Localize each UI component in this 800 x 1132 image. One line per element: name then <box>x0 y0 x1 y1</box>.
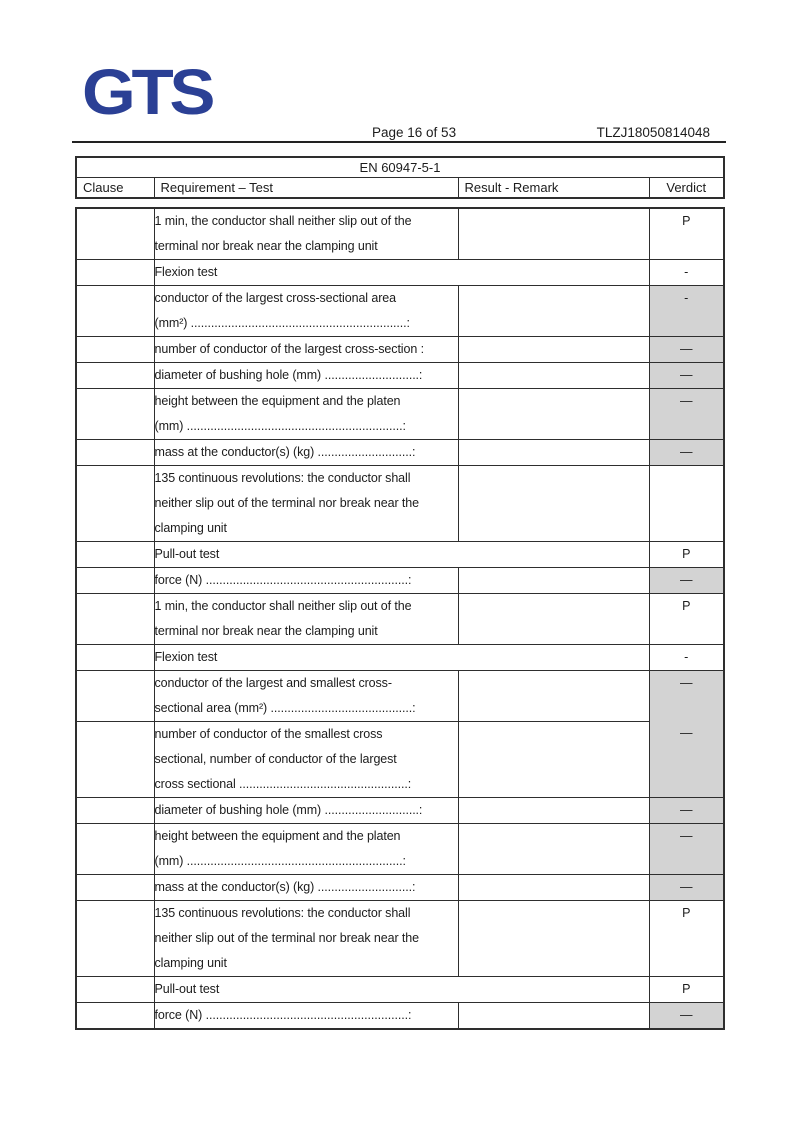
requirement-line: 1 min, the conductor shall neither slip out of the <box>154 599 412 613</box>
verdict-cell <box>649 542 724 568</box>
requirement-line: number of conductor of the smallest cross <box>154 727 383 741</box>
verdict-value: — <box>680 573 693 587</box>
requirements-table <box>75 207 725 1030</box>
requirement-line: height between the equipment and the platen <box>154 829 401 843</box>
requirement-cell <box>154 901 458 977</box>
requirement-cell <box>154 671 458 722</box>
verdict-line: — <box>680 676 693 690</box>
table-row <box>76 594 724 645</box>
result-cell <box>458 286 649 337</box>
requirement-line: sectional area (mm²) ..........................................: <box>154 701 416 715</box>
header-divider-line <box>72 141 726 143</box>
table-row <box>76 208 724 260</box>
requirement-cell <box>154 875 458 901</box>
result-cell <box>458 875 649 901</box>
table-row <box>76 542 724 568</box>
column-header-row <box>76 178 724 199</box>
requirement-line: diameter of bushing hole (mm) ............................: <box>154 368 423 382</box>
column-header-verdict: Verdict <box>649 178 724 199</box>
requirement-line: Pull-out test <box>154 547 220 561</box>
verdict-value: — <box>680 803 693 817</box>
requirement-cell <box>154 260 649 286</box>
requirement-line: height between the equipment and the platen <box>154 394 401 408</box>
clause-cell <box>76 645 154 671</box>
verdict-cell <box>649 337 724 363</box>
requirement-line: 135 continuous revolutions: the conductor shall <box>154 906 411 920</box>
requirement-line: conductor of the largest cross-sectional area <box>154 291 396 305</box>
standard-row <box>76 157 724 178</box>
standard-header-table <box>75 156 725 199</box>
table-row <box>76 440 724 466</box>
verdict-value: P <box>682 599 691 613</box>
verdict-value: — <box>680 368 693 382</box>
verdict-cell <box>649 440 724 466</box>
verdict-value: — <box>680 445 693 459</box>
verdict-value: — <box>680 1008 693 1022</box>
requirements-table-body <box>76 208 724 1029</box>
table-row <box>76 1003 724 1030</box>
result-cell <box>458 363 649 389</box>
verdict-line <box>650 696 724 721</box>
table-row <box>76 389 724 440</box>
requirement-line: cross sectional ..................................................: <box>154 777 412 791</box>
requirement-cell <box>154 363 458 389</box>
requirement-cell <box>154 208 458 260</box>
clause-cell <box>76 875 154 901</box>
result-cell <box>458 337 649 363</box>
result-cell <box>458 594 649 645</box>
column-header-clause: Clause <box>76 178 154 199</box>
table-row <box>76 901 724 977</box>
column-header-requirement: Requirement – Test <box>154 178 458 199</box>
requirement-cell <box>154 1003 458 1030</box>
verdict-value: — <box>680 342 693 356</box>
verdict-value: P <box>682 214 691 228</box>
verdict-cell <box>649 977 724 1003</box>
verdict-value: P <box>682 906 691 920</box>
requirement-cell <box>154 977 649 1003</box>
table-row <box>76 798 724 824</box>
table-row <box>76 337 724 363</box>
gts-logo: GTS <box>82 56 212 128</box>
requirement-line: force (N) ............................................................: <box>154 573 412 587</box>
requirement-line: diameter of bushing hole (mm) ............................: <box>154 803 423 817</box>
clause-cell <box>76 977 154 1003</box>
verdict-cell <box>649 824 724 875</box>
table-row <box>76 466 724 542</box>
clause-cell <box>76 542 154 568</box>
verdict-cell <box>649 208 724 260</box>
result-cell <box>458 389 649 440</box>
clause-cell <box>76 1003 154 1030</box>
verdict-cell <box>649 286 724 337</box>
requirement-line: Flexion test <box>154 650 218 664</box>
clause-cell <box>76 260 154 286</box>
result-cell <box>458 722 649 798</box>
requirement-line: (mm²) ................................................................: <box>154 316 410 330</box>
requirement-line: Pull-out test <box>154 982 220 996</box>
result-cell <box>458 798 649 824</box>
requirement-line: mass at the conductor(s) (kg) ............................: <box>154 445 416 459</box>
verdict-value: — <box>680 394 693 408</box>
requirement-line: neither slip out of the terminal nor break near the <box>154 931 419 945</box>
clause-cell <box>76 466 154 542</box>
result-cell <box>458 671 649 722</box>
verdict-cell <box>649 1003 724 1030</box>
result-cell <box>458 824 649 875</box>
requirement-cell <box>154 337 458 363</box>
requirement-cell <box>154 722 458 798</box>
result-cell <box>458 568 649 594</box>
requirement-cell <box>154 440 458 466</box>
requirement-line: terminal nor break near the clamping unit <box>154 624 378 638</box>
table-row <box>76 568 724 594</box>
table-row <box>76 824 724 875</box>
clause-cell <box>76 389 154 440</box>
verdict-cell <box>649 363 724 389</box>
table-row <box>76 722 724 798</box>
verdict-cell <box>649 875 724 901</box>
requirement-line: force (N) ............................................................: <box>154 1008 412 1022</box>
clause-cell <box>76 440 154 466</box>
result-cell <box>458 1003 649 1030</box>
table-row <box>76 671 724 722</box>
table-row <box>76 286 724 337</box>
requirement-line: terminal nor break near the clamping unit <box>154 239 378 253</box>
standard-name: EN 60947-5-1 <box>76 157 724 178</box>
requirement-line: number of conductor of the largest cross-section : <box>154 342 424 356</box>
verdict-value: - <box>684 650 689 664</box>
requirement-cell <box>154 466 458 542</box>
column-header-result: Result - Remark <box>458 178 649 199</box>
requirement-cell <box>154 542 649 568</box>
table-row <box>76 363 724 389</box>
requirement-line: clamping unit <box>154 956 227 970</box>
verdict-cell <box>649 901 724 977</box>
clause-cell <box>76 286 154 337</box>
verdict-cell <box>649 260 724 286</box>
clause-cell <box>76 208 154 260</box>
clause-cell <box>76 798 154 824</box>
result-cell <box>458 208 649 260</box>
clause-cell <box>76 337 154 363</box>
requirement-cell <box>154 594 458 645</box>
verdict-cell <box>649 798 724 824</box>
table-row <box>76 875 724 901</box>
verdict-cell <box>649 568 724 594</box>
verdict-value: - <box>684 265 689 279</box>
clause-cell <box>76 824 154 875</box>
requirement-line: (mm) ................................................................: <box>154 854 406 868</box>
page-number-label: Page 16 of 53 <box>372 125 457 140</box>
requirement-line: 135 continuous revolutions: the conductor shall <box>154 471 411 485</box>
requirement-line: sectional, number of conductor of the largest <box>154 752 397 766</box>
verdict-cell <box>649 671 724 798</box>
requirement-line: Flexion test <box>154 265 218 279</box>
clause-cell <box>76 722 154 798</box>
requirement-cell <box>154 645 649 671</box>
requirement-cell <box>154 286 458 337</box>
result-cell <box>458 466 649 542</box>
table-row <box>76 977 724 1003</box>
requirement-line: conductor of the largest and smallest cross- <box>154 676 392 690</box>
report-number: TLZJ18050814048 <box>596 125 710 140</box>
verdict-value: — <box>680 880 693 894</box>
verdict-value: P <box>682 547 691 561</box>
verdict-value: P <box>682 982 691 996</box>
clause-cell <box>76 363 154 389</box>
requirement-cell <box>154 824 458 875</box>
requirement-cell <box>154 568 458 594</box>
clause-cell <box>76 594 154 645</box>
table-row <box>76 260 724 286</box>
verdict-line: — <box>680 726 693 740</box>
verdict-value <box>650 466 724 491</box>
verdict-cell <box>649 389 724 440</box>
verdict-value: - <box>684 291 689 305</box>
requirement-line: neither slip out of the terminal nor break near the <box>154 496 419 510</box>
verdict-value: — <box>680 829 693 843</box>
verdict-cell <box>649 594 724 645</box>
requirement-cell <box>154 798 458 824</box>
result-cell <box>458 440 649 466</box>
requirement-line: clamping unit <box>154 521 227 535</box>
clause-cell <box>76 901 154 977</box>
requirement-line: (mm) ................................................................: <box>154 419 406 433</box>
table-row <box>76 645 724 671</box>
result-cell <box>458 901 649 977</box>
verdict-cell <box>649 466 724 542</box>
requirement-cell <box>154 389 458 440</box>
clause-cell <box>76 671 154 722</box>
requirement-line: 1 min, the conductor shall neither slip out of the <box>154 214 412 228</box>
requirement-line: mass at the conductor(s) (kg) ............................: <box>154 880 416 894</box>
clause-cell <box>76 568 154 594</box>
verdict-cell <box>649 645 724 671</box>
